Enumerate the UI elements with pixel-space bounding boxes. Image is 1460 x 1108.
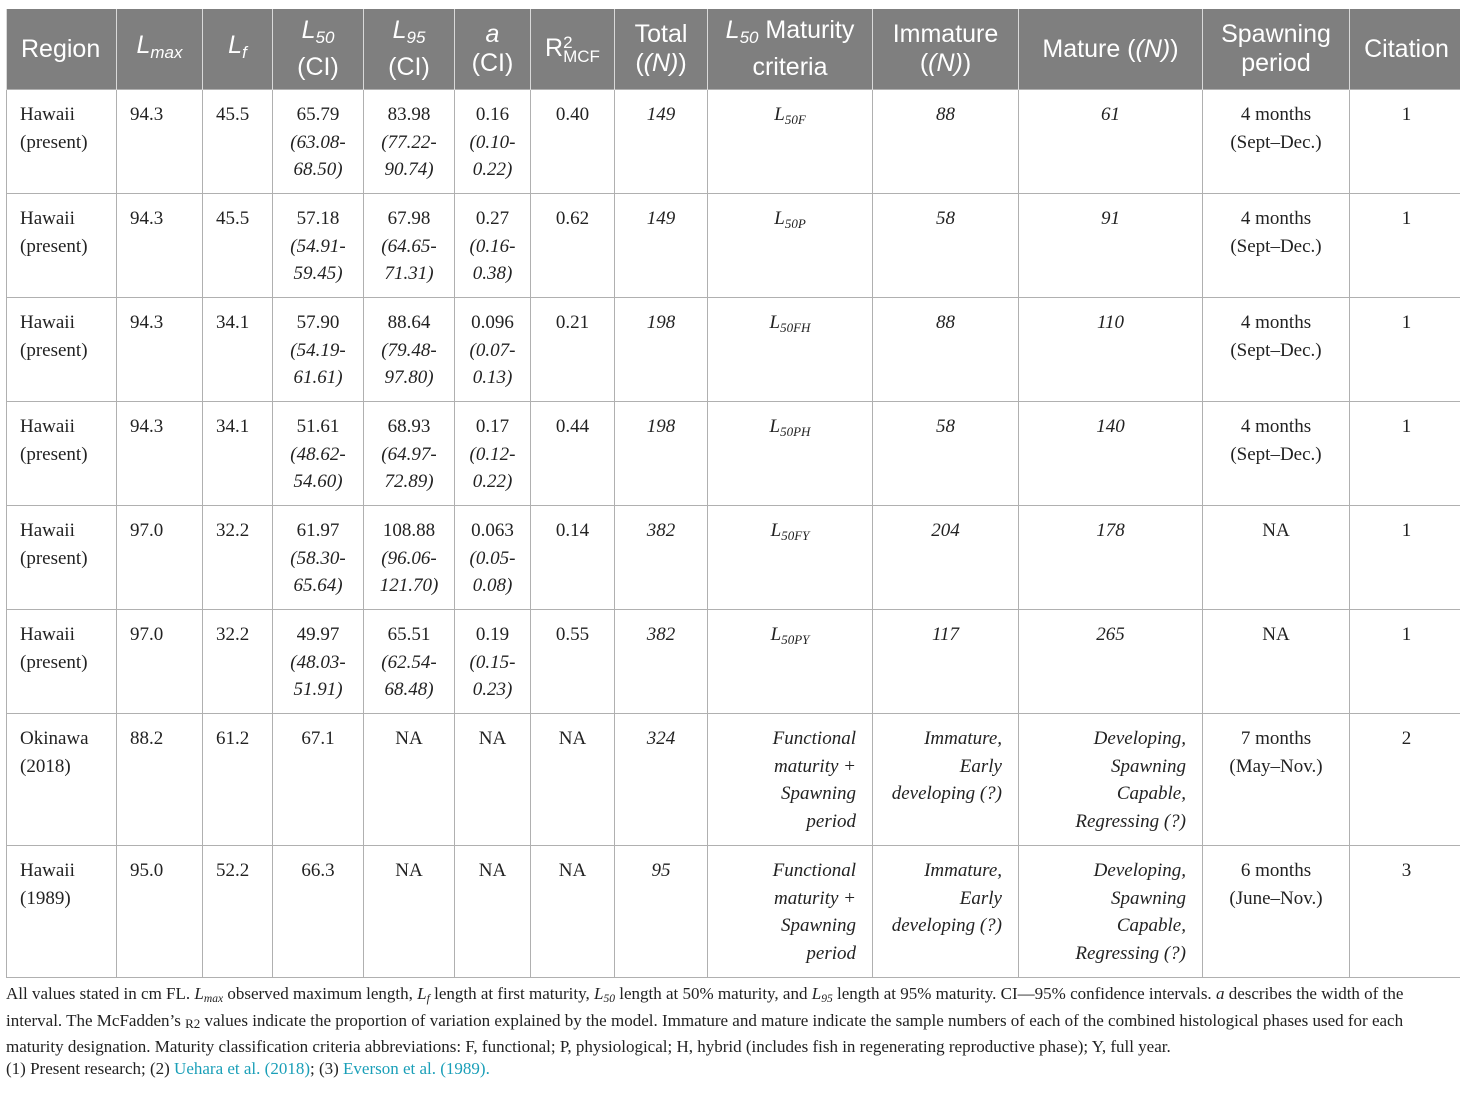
cell-lf: 52.2 <box>203 846 273 978</box>
cell-l50: 51.61 (48.62- 54.60) <box>273 402 364 506</box>
col-header-l50: $L_{50}$ (CI) <box>273 9 364 90</box>
cell-citation: 1 <box>1350 506 1460 610</box>
cell-criteria: $L_{50PH}$ <box>708 402 873 506</box>
col-header-l95: $L_{95}$ (CI) <box>364 9 455 90</box>
col-header-citation: Citation <box>1350 9 1460 90</box>
cell-lmax: 94.3 <box>117 402 203 506</box>
table-row <box>7 298 1460 402</box>
citation-link-everson[interactable]: Everson et al. (1989). <box>343 1059 490 1079</box>
cell-mature: Developing, Spawning Capable, Regressing (?) <box>1019 714 1203 846</box>
cell-region: Hawaii (present) <box>7 90 117 194</box>
maturity-table-container <box>6 9 1453 978</box>
cell-spawning: 4 months (Sept–Dec.) <box>1203 298 1350 402</box>
cell-spawning: 4 months (Sept–Dec.) <box>1203 90 1350 194</box>
cell-lf: 34.1 <box>203 298 273 402</box>
cell-r2: NA <box>531 714 615 846</box>
cell-r2: NA <box>531 846 615 978</box>
col-header-mature: Mature ((N)) <box>1019 9 1203 90</box>
col-header-immature: Immature ((N)) <box>873 9 1019 90</box>
cell-l50: 57.18 (54.91- 59.45) <box>273 194 364 298</box>
cell-a: 0.19 (0.15- 0.23) <box>455 610 531 714</box>
cell-total: 198 <box>615 298 708 402</box>
col-header-a: a (CI) <box>455 9 531 90</box>
cell-mature: Developing, Spawning Capable, Regressing (?) <box>1019 846 1203 978</box>
cell-immature: 117 <box>873 610 1019 714</box>
header-row <box>7 9 1460 90</box>
table-row <box>7 402 1460 506</box>
cell-citation: 1 <box>1350 194 1460 298</box>
cell-immature: Immature, Early developing (?) <box>873 846 1019 978</box>
cell-lf: 32.2 <box>203 610 273 714</box>
cell-l50: 49.97 (48.03- 51.91) <box>273 610 364 714</box>
cell-l50: 61.97 (58.30- 65.64) <box>273 506 364 610</box>
cell-spawning: 4 months (Sept–Dec.) <box>1203 402 1350 506</box>
cell-lf: 32.2 <box>203 506 273 610</box>
cell-region: Hawaii (present) <box>7 610 117 714</box>
cell-total: 324 <box>615 714 708 846</box>
cell-total: 382 <box>615 506 708 610</box>
table-row <box>7 846 1460 978</box>
cell-l50: 66.3 <box>273 846 364 978</box>
table-row <box>7 194 1460 298</box>
cell-l95: NA <box>364 846 455 978</box>
cell-immature: 204 <box>873 506 1019 610</box>
cell-a: NA <box>455 714 531 846</box>
cell-citation: 3 <box>1350 846 1460 978</box>
cell-citation: 1 <box>1350 298 1460 402</box>
cell-citation: 1 <box>1350 90 1460 194</box>
cell-r2: 0.55 <box>531 610 615 714</box>
cell-total: 198 <box>615 402 708 506</box>
cell-r2: 0.14 <box>531 506 615 610</box>
cell-citation: 1 <box>1350 610 1460 714</box>
cell-l95: 68.93 (64.97- 72.89) <box>364 402 455 506</box>
citation-link-uehara[interactable]: Uehara et al. (2018) <box>174 1059 310 1079</box>
cell-lmax: 94.3 <box>117 90 203 194</box>
cell-criteria: $L_{50PY}$ <box>708 610 873 714</box>
cell-criteria: $L_{50FY}$ <box>708 506 873 610</box>
cell-l95: 88.64 (79.48- 97.80) <box>364 298 455 402</box>
cell-l95: 108.88 (96.06- 121.70) <box>364 506 455 610</box>
cell-immature: Immature, Early developing (?) <box>873 714 1019 846</box>
col-header-lmax: $L_{max}$ <box>117 9 203 90</box>
cell-l95: 67.98 (64.65- 71.31) <box>364 194 455 298</box>
maturity-table <box>6 9 1460 978</box>
cell-citation: 1 <box>1350 402 1460 506</box>
cell-lmax: 95.0 <box>117 846 203 978</box>
cell-immature: 88 <box>873 90 1019 194</box>
cell-citation: 2 <box>1350 714 1460 846</box>
cell-spawning: 7 months (May–Nov.) <box>1203 714 1350 846</box>
cell-region: Hawaii (present) <box>7 298 117 402</box>
cell-l50: 57.90 (54.19- 61.61) <box>273 298 364 402</box>
cell-spawning: NA <box>1203 506 1350 610</box>
cell-l95: NA <box>364 714 455 846</box>
cell-criteria: $L_{50F}$ <box>708 90 873 194</box>
cell-mature: 91 <box>1019 194 1203 298</box>
cell-spawning: 6 months (June–Nov.) <box>1203 846 1350 978</box>
cell-lf: 45.5 <box>203 194 273 298</box>
cell-lf: 34.1 <box>203 402 273 506</box>
cell-total: 95 <box>615 846 708 978</box>
cell-total: 382 <box>615 610 708 714</box>
cell-r2: 0.40 <box>531 90 615 194</box>
cell-criteria: $L_{50FH}$ <box>708 298 873 402</box>
footnote-citations: (1) Present research; (2) Uehara et al. (2018); (3) Everson et al. (1989). <box>6 1059 490 1079</box>
cell-r2: 0.21 <box>531 298 615 402</box>
col-header-region: Region <box>7 9 117 90</box>
cell-spawning: NA <box>1203 610 1350 714</box>
cell-criteria: Functional maturity + Spawning period <box>708 846 873 978</box>
cell-lmax: 97.0 <box>117 610 203 714</box>
cell-l95: 65.51 (62.54- 68.48) <box>364 610 455 714</box>
cell-spawning: 4 months (Sept–Dec.) <box>1203 194 1350 298</box>
col-header-r2: R 2 MCF <box>531 9 615 90</box>
cell-mature: 178 <box>1019 506 1203 610</box>
cell-region: Hawaii (present) <box>7 506 117 610</box>
col-header-total: Total ((N)) <box>615 9 708 90</box>
table-row <box>7 714 1460 846</box>
col-header-spawning: Spawning period <box>1203 9 1350 90</box>
cell-mature: 140 <box>1019 402 1203 506</box>
cell-l50: 65.79 (63.08- 68.50) <box>273 90 364 194</box>
cell-region: Hawaii (present) <box>7 402 117 506</box>
cell-criteria: Functional maturity + Spawning period <box>708 714 873 846</box>
cell-region: Okinawa (2018) <box>7 714 117 846</box>
cell-criteria: $L_{50P}$ <box>708 194 873 298</box>
cell-r2: 0.62 <box>531 194 615 298</box>
cell-mature: 61 <box>1019 90 1203 194</box>
cell-total: 149 <box>615 90 708 194</box>
table-footnote <box>6 983 1454 1081</box>
cell-lf: 61.2 <box>203 714 273 846</box>
cell-lmax: 94.3 <box>117 194 203 298</box>
cell-a: 0.16 (0.10- 0.22) <box>455 90 531 194</box>
cell-l95: 83.98 (77.22- 90.74) <box>364 90 455 194</box>
cell-region: Hawaii (present) <box>7 194 117 298</box>
cell-immature: 58 <box>873 402 1019 506</box>
cell-lf: 45.5 <box>203 90 273 194</box>
col-header-criteria: $L_{50}$ Maturity criteria <box>708 9 873 90</box>
cell-immature: 88 <box>873 298 1019 402</box>
cell-lmax: 94.3 <box>117 298 203 402</box>
cell-a: 0.063 (0.05- 0.08) <box>455 506 531 610</box>
table-row <box>7 90 1460 194</box>
cell-mature: 110 <box>1019 298 1203 402</box>
footnote-definitions: All values stated in cm FL. $L_{max}$ observed maximum length, $L_f$ length at first maturity, $L_{50}$ length at 50% maturity, and $L_{95}$ length at 95% maturity. CI—95% confidence intervals. a describes the width of the interval. The McFadden’s R2 values indicate the proportion of variation explained by the model. Immature and mature indicate the sample numbers of each of the combined histological phases used for each maturity designation. Maturity classification criteria abbreviations: F, functional; P, physiological; H, hybrid (includes fish in regenerating reproductive phase); Y, full year. <box>6 984 1404 1056</box>
cell-a: 0.27 (0.16- 0.38) <box>455 194 531 298</box>
table-row <box>7 506 1460 610</box>
cell-a: 0.17 (0.12- 0.22) <box>455 402 531 506</box>
table-row <box>7 610 1460 714</box>
cell-l50: 67.1 <box>273 714 364 846</box>
cell-region: Hawaii (1989) <box>7 846 117 978</box>
cell-r2: 0.44 <box>531 402 615 506</box>
col-header-lf: $L_f$ <box>203 9 273 90</box>
cell-lmax: 97.0 <box>117 506 203 610</box>
cell-total: 149 <box>615 194 708 298</box>
cell-a: NA <box>455 846 531 978</box>
cell-mature: 265 <box>1019 610 1203 714</box>
cell-immature: 58 <box>873 194 1019 298</box>
cell-lmax: 88.2 <box>117 714 203 846</box>
cell-a: 0.096 (0.07- 0.13) <box>455 298 531 402</box>
